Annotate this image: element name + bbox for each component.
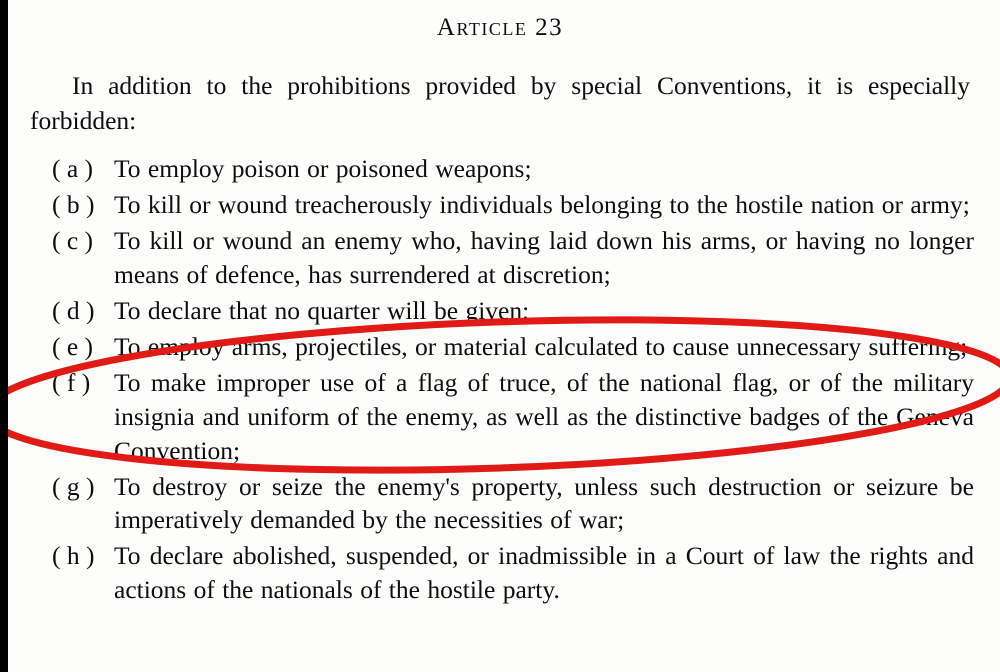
clause-text: To employ poison or poisoned weapons;: [114, 154, 532, 184]
scan-left-edge: [0, 0, 8, 672]
list-item: [52, 224, 974, 292]
clause-letter: ( h ): [52, 541, 95, 571]
clause-text: To employ arms, projectiles, or material calculated to cause unnecessary suffering;: [114, 331, 968, 361]
clause-letter: ( b ): [52, 190, 95, 220]
intro-paragraph: In addition to the prohibitions provided by special Conventions, it is especially forbidden:: [30, 71, 970, 136]
clause-letter: ( c ): [52, 226, 94, 256]
list-item: [52, 366, 974, 468]
clause-letter: ( g ): [52, 471, 95, 501]
clause-letter: ( f ): [52, 367, 91, 397]
clause-text: To make improper use of a flag of truce, of the national flag, or of the military insignia and uniform of the enemy, as well as the distinctive badges of the Geneva Convention;: [114, 367, 974, 465]
clause-letter: ( d ): [52, 296, 95, 325]
list-item: [52, 330, 974, 364]
clause-text: To declare abolished, suspended, or inadmissible in a Court of law the rights and actions of the nationals of the hostile party.: [114, 541, 974, 605]
clause-text: To declare that no quarter will be given;: [114, 296, 530, 325]
clause-letter: ( e ): [52, 331, 94, 361]
clause-text: To destroy or seize the enemy's property, unless such destruction or seizure be imperatively demanded by the necessities of war;: [114, 471, 974, 535]
page-title: Article 23: [436, 14, 564, 41]
clause-list: [0, 152, 1000, 607]
list-item: [52, 470, 974, 538]
list-item: [52, 539, 974, 607]
list-item: [52, 152, 974, 186]
list-item: [52, 188, 974, 222]
list-item: [52, 294, 974, 328]
clause-text: To kill or wound treacherously individuals belonging to the hostile nation or army;: [114, 190, 970, 220]
clause-letter: ( a ): [52, 154, 94, 184]
clause-text: To kill or wound an enemy who, having laid down his arms, or having no longer means of defence, has surrendered at discretion;: [114, 226, 974, 290]
